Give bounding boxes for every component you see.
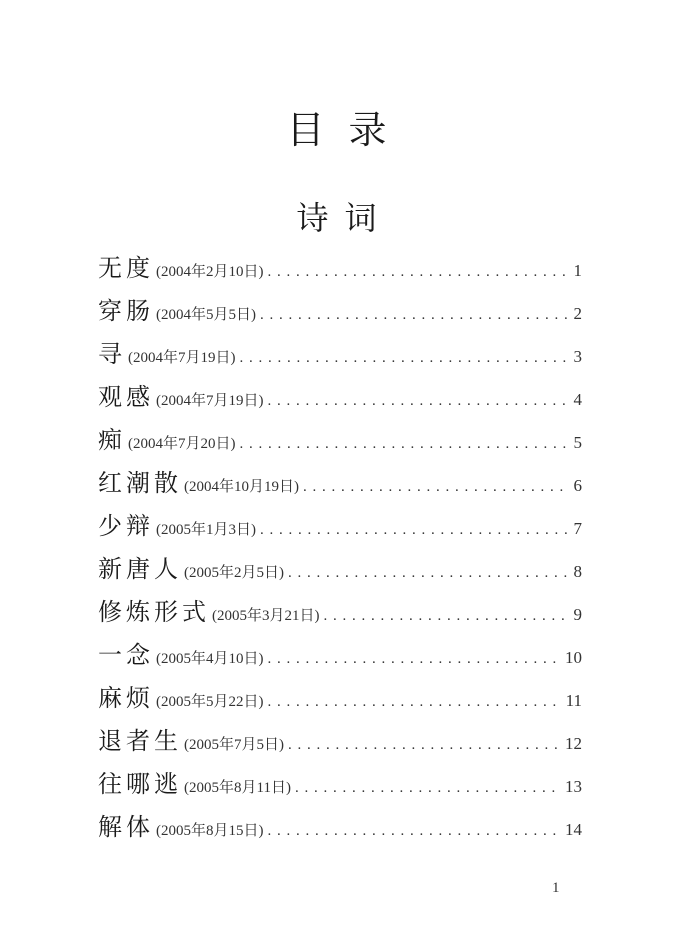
entry-page-number: 13	[565, 777, 582, 796]
entry-date: (2004年10月19日)	[184, 479, 299, 495]
entry-page-number: 5	[573, 433, 582, 452]
dot-leader	[268, 681, 562, 724]
entry-page-number: 10	[565, 648, 582, 667]
entry-title: 穿肠	[98, 297, 154, 325]
entry-page-number: 11	[565, 691, 582, 710]
entry-date: (2005年5月22日)	[156, 694, 264, 710]
entry-title: 红潮散	[98, 469, 182, 497]
entry-date: (2004年7月19日)	[156, 393, 264, 409]
entry-title: 无度	[98, 254, 154, 282]
section-title: 诗词	[296, 199, 393, 237]
toc-entry[interactable]	[98, 591, 582, 634]
toc-entry[interactable]	[98, 806, 582, 849]
toc-entry[interactable]	[98, 763, 582, 806]
entry-page-number: 9	[573, 605, 582, 624]
entry-page-number: 6	[573, 476, 582, 495]
toc-entry[interactable]	[98, 462, 582, 505]
toc-entry[interactable]	[98, 634, 582, 677]
toc-entry[interactable]	[98, 677, 582, 720]
toc-entry[interactable]	[98, 290, 582, 333]
entry-date: (2004年5月5日)	[156, 307, 256, 323]
dot-leader	[295, 767, 561, 810]
entry-date: (2005年4月10日)	[156, 651, 264, 667]
entry-title: 痴	[98, 426, 126, 454]
entry-date: (2005年2月5日)	[184, 565, 284, 581]
dot-leader	[268, 251, 570, 294]
toc-entry[interactable]	[98, 247, 582, 290]
table-of-contents	[98, 247, 582, 849]
dot-leader	[288, 552, 570, 595]
entry-title: 退者生	[98, 727, 182, 755]
toc-entry[interactable]	[98, 333, 582, 376]
entry-date: (2005年1月3日)	[156, 522, 256, 538]
entry-date: (2005年7月5日)	[184, 737, 284, 753]
entry-date: (2005年3月21日)	[212, 608, 320, 624]
dot-leader	[260, 294, 570, 337]
toc-entry[interactable]	[98, 720, 582, 763]
entry-date: (2004年7月19日)	[128, 350, 236, 366]
entry-title: 新唐人	[98, 555, 182, 583]
entry-title: 麻烦	[98, 684, 154, 712]
entry-date: (2005年8月11日)	[184, 780, 291, 796]
entry-title: 往哪逃	[98, 770, 182, 798]
entry-date: (2004年2月10日)	[156, 264, 264, 280]
entry-title: 观感	[98, 383, 154, 411]
entry-page-number: 7	[573, 519, 582, 538]
dot-leader	[268, 810, 562, 853]
entry-page-number: 3	[573, 347, 582, 366]
dot-leader	[268, 380, 570, 423]
page-title: 目录	[286, 108, 411, 152]
dot-leader	[240, 337, 570, 380]
entry-title: 寻	[98, 340, 126, 368]
entry-title: 少辩	[98, 512, 154, 540]
toc-entry[interactable]	[98, 419, 582, 462]
toc-entry[interactable]	[98, 505, 582, 548]
entry-page-number: 8	[573, 562, 582, 581]
dot-leader	[260, 509, 570, 552]
entry-date: (2004年7月20日)	[128, 436, 236, 452]
dot-leader	[240, 423, 570, 466]
entry-title: 解体	[98, 813, 154, 841]
page-number: 1	[552, 880, 560, 896]
dot-leader	[324, 595, 570, 638]
toc-entry[interactable]	[98, 376, 582, 419]
toc-entry[interactable]	[98, 548, 582, 591]
entry-page-number: 1	[573, 261, 582, 280]
entry-page-number: 4	[573, 390, 582, 409]
dot-leader	[288, 724, 561, 767]
entry-title: 修炼形式	[98, 598, 210, 626]
entry-page-number: 14	[565, 820, 582, 839]
entry-page-number: 2	[573, 304, 582, 323]
entry-date: (2005年8月15日)	[156, 823, 264, 839]
dot-leader	[268, 638, 562, 681]
entry-page-number: 12	[565, 734, 582, 753]
entry-title: 一念	[98, 641, 154, 669]
dot-leader	[303, 466, 570, 509]
